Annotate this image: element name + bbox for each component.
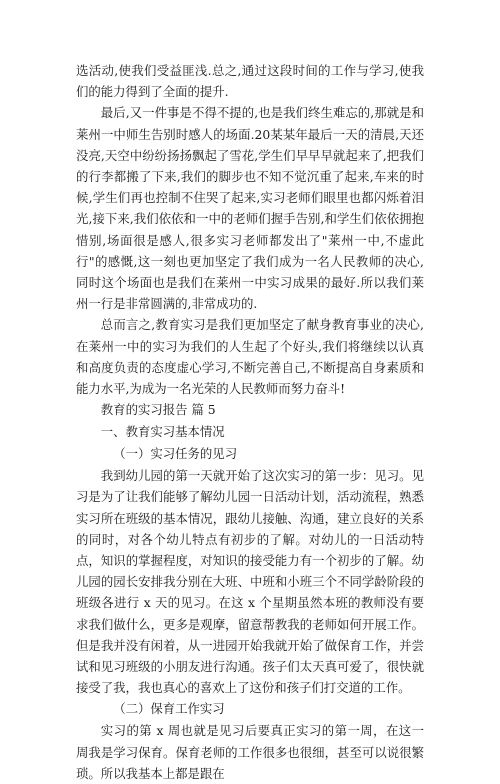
paragraph-farewell: 最后,又一件事是不得不提的,也是我们终生难忘的,那就是和莱州一中师生告别时感人的场面.20某某年最后一天的清晨,天还没亮,天空中纷纷扬扬飘起了雪花,学生们早早早就起来了,把我们的行李都搬了下来,我们的脚步也不知不觉沉重了起来,车来的时候,学生们再也控制不住哭了起来,实习老师们眼里也都闪烁着泪光,接下来,我们依依和一中的老师们握手告别,和学生们依依拥抱惜别,场面很是感人,很多实习老师都发出了"莱州一中,不虚此行"的感慨,这一刻也更加坚定了我们成为一名人民教师的决心,同时这个场面也是我们在莱州一中实习成果的最好.所以我们莱州一行是非常圆满的,非常成功的. xyxy=(76,105,424,312)
heading-basic-situation: 一、教育实习基本情况 xyxy=(100,424,225,440)
paragraph-conclusion-continued: 选活动,使我们受益匪浅.总之,通过这段时间的工作与学习,使我们的能力得到了全面的提升. xyxy=(76,63,424,100)
subheading-care-work: （二）保育工作实习 xyxy=(113,701,225,717)
section-title: 教育的实习报告 篇 5 xyxy=(100,402,216,418)
paragraph-care-work: 实习的第 x 周也就是见习后要真正实习的第一周，在这一周我是学习保育。保育老师的工作很多也很细，甚至可以说很繁琐。所以我基本上都是跟在 xyxy=(76,723,424,781)
paragraph-summary: 总而言之,教育实习是我们更加坚定了献身教育事业的决心,在莱州一中的实习为我们的人生起了个好头,我们将继续以认真和高度负责的态度虚心学习,不断完善自己,不断提高自身素质和能力水平,为成为一名光荣的人民教师而努力奋斗! xyxy=(76,317,424,397)
subheading-observation: （一）实习任务的见习 xyxy=(113,446,238,462)
paragraph-observation: 我到幼儿园的第一天就开始了这次实习的第一步：见习。见习是为了让我们能够了解幼儿园一日活动计划，活动流程，熟悉实习所在班级的基本情况，跟幼儿接触、沟通，建立良好的关系的同时，对各个幼儿特点有初步的了解。对幼儿的一日活动特点，知识的掌握程度，对知识的接受能力有一个初步的了解。幼儿园的园长安排我分别在大班、中班和小班三个不同学龄阶段的班级各进行 x 天的见习。在这 x 个星期虽然本班的教师没有要求我们做什么，更多是观摩，留意帮教我的老师如何开展工作。但是我并没有闲着，从一进园开始我就开始了做保育工作，并尝试和见习班级的小朋友进行沟通。孩子们太天真可爱了，很快就接受了我，我也真心的喜欢上了这份和孩子们打交道的工作。 xyxy=(76,468,424,696)
